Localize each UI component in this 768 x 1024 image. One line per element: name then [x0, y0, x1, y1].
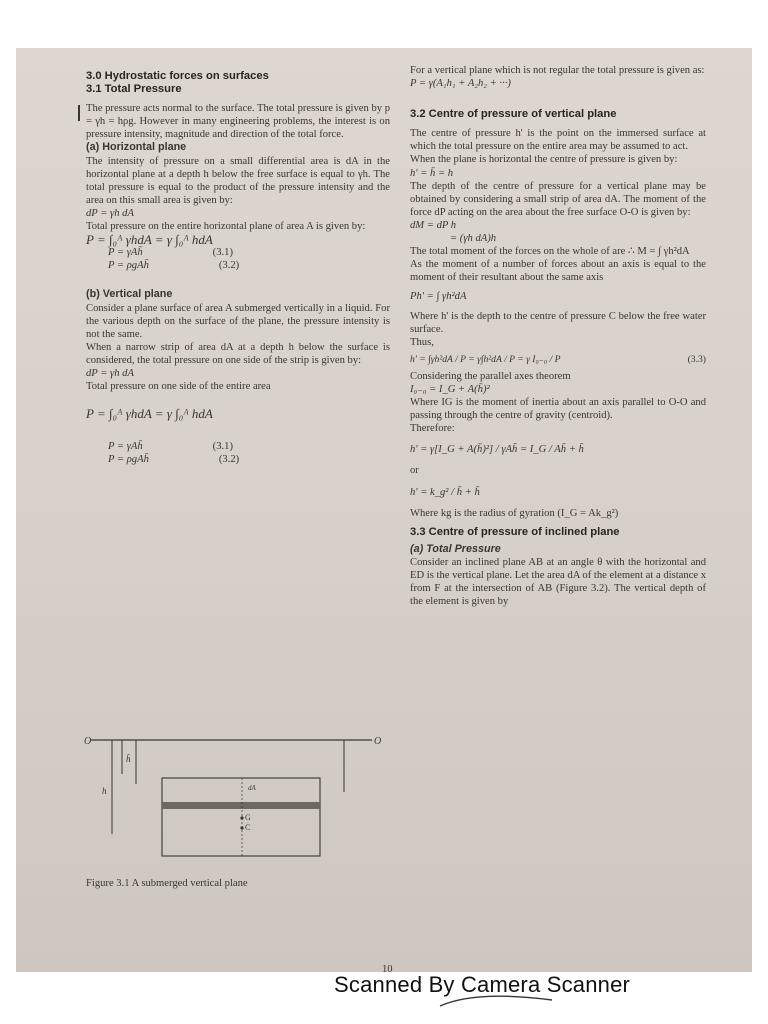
equation-3-1: P = γAh̄ (3.1) — [108, 247, 233, 259]
equation-3-2: P = ρgAh̄ (3.2) — [108, 260, 240, 272]
right-column — [410, 64, 706, 608]
equation-integral-vertical: P = ∫₀ᴬ γhdA = γ ∫₀ᴬ hdA — [86, 406, 213, 422]
label-o-left: O — [84, 736, 92, 747]
equation-integral: P = ∫₀ᴬ γhdA = γ ∫₀ᴬ hdA — [86, 232, 213, 248]
point-G — [240, 816, 243, 819]
equation-Ph: Ph' = ∫ γh²dA — [410, 291, 467, 303]
heading-vertical-plane: (b) Vertical plane — [86, 288, 173, 301]
equation-3-1b: P = γAh̄ (3.1) — [108, 441, 233, 453]
point-C — [240, 826, 243, 829]
paragraph-total-horizontal: Total pressure on the entire horizontal plane of area A is given by: — [86, 221, 366, 233]
text-or: or — [410, 465, 419, 477]
paragraph-moment-axis: As the moment of a number of forces about an axis is equal to the moment of their resultant about the same axis — [410, 259, 706, 284]
heading-horizontal-plane: (a) Horizontal plane — [86, 141, 187, 154]
left-column — [86, 70, 390, 466]
paragraph-vertical-2: When a narrow strip of area dA at a depth h below the surface is considered, the total pressure on one side of the strip is given by: — [86, 341, 390, 366]
page-number: 10 — [382, 964, 393, 975]
paragraph-depth-centre: The depth of the centre of pressure for a vertical plane may be obtained by considering a small strip of area dA. The moment of the force dP acting on the area about the free surface O-O is given by: — [410, 180, 706, 218]
equation-3-3: h' = ∫γh²dA / P = γ∫h²dA / P = γ I₀₋₀ / P (3.3) — [410, 353, 706, 365]
label-C: C — [245, 823, 251, 832]
section-title: 3.0 Hydrostatic forces on surfaces — [86, 70, 269, 82]
paragraph-irregular-plane: For a vertical plane which is not regular the total pressure is given as: — [410, 65, 705, 76]
label-hbar: h̄ — [126, 754, 131, 764]
equation-dP-vertical: dP = γh dA — [86, 367, 134, 379]
paragraph-vertical-1: Consider a plane surface of area A submerged vertically in a liquid. For the various depth on the surface of the plane, the pressure intensity is not the same. — [86, 302, 390, 340]
equation-sum: P = γ(A₁h₁ + A₂h₂ + ···) — [410, 78, 511, 90]
paragraph-vertical-3: Total pressure on one side of the entire area — [86, 381, 271, 393]
equation-3-2b: P = ρgAh̄ (3.2) — [108, 454, 240, 466]
equation-h-prime-full: h' = γ[I_G + A(h̄)²] / γAh̄ = I_G / Ah̄ + h̄ — [410, 444, 584, 456]
strip-dA — [162, 802, 320, 809]
equation-h-prime: h' = h̄ = h — [410, 167, 454, 179]
text-thus: Thus, — [410, 336, 434, 348]
paragraph-total-moment: The total moment of the forces on the whole of are ∴ M = ∫ γh²dA — [410, 246, 690, 258]
text-therefore: Therefore: — [410, 423, 455, 435]
scanner-watermark: Scanned By Camera Scanner — [334, 972, 631, 997]
scanned-page — [16, 48, 752, 975]
subsection-title-total-pressure: 3.1 Total Pressure — [86, 83, 182, 96]
label-dA: dA — [248, 784, 256, 792]
equation-parallel: I₀₋₀ = I_G + A(h̄)² — [410, 383, 490, 395]
equation-kg: h' = k_g² / h̄ + h̄ — [410, 486, 480, 498]
margin-mark — [78, 105, 80, 121]
paragraph-intro: The pressure acts normal to the surface. The total pressure is given by p = γh = hρg. However in many engineering problems, the interest is on pressure intensity, magnitude and direction of the total force. — [86, 103, 390, 141]
heading-total-pressure-inclined: (a) Total Pressure — [410, 542, 501, 555]
heading-centre-pressure-vertical: 3.2 Centre of pressure of vertical plane — [410, 108, 617, 121]
figure-submerged-vertical-plane — [82, 734, 382, 876]
heading-inclined-plane: 3.3 Centre of pressure of inclined plane — [410, 525, 620, 538]
paragraph-radius-gyration: Where kg is the radius of gyration (I_G = Ak_g²) — [410, 507, 619, 519]
paragraph-horizontal-centre: When the plane is horizontal the centre of pressure is given by: — [410, 154, 678, 166]
label-G: G — [245, 813, 251, 822]
paragraph-where-h: Where h' is the depth to the centre of pressure C below the free water surface. — [410, 310, 706, 335]
equation-dM-2: = (γh dA)h — [450, 233, 497, 245]
paragraph-inclined: Consider an inclined plane AB at an angle θ with the horizontal and ED is the vertical plane. Let the area dA of the element at a distance x from F at the intersection of AB (Figure 3.2). The vertical depth of the element is given by — [410, 556, 706, 608]
figure-caption: Figure 3.1 A submerged vertical plane — [86, 878, 248, 889]
label-o-right: O — [374, 736, 382, 747]
paragraph-horizontal: The intensity of pressure on a small differential area is dA in the horizontal plane at a depth h below the free surface is equal to γh. The total pressure is equal to the product of the pressure intensity and the area on this small area is given by: — [86, 155, 390, 206]
equation-dM-1: dM = dP h — [410, 219, 457, 231]
paragraph-parallel-axes: Considering the parallel axes theorem — [410, 370, 571, 382]
paragraph-IG: Where IG is the moment of inertia about an axis parallel to O-O and passing through the centre of gravity (centroid). — [410, 397, 706, 422]
label-h: h — [102, 786, 107, 796]
paragraph-centre-definition: The centre of pressure h' is the point on the immersed surface at which the total pressure on the entire area may be assumed to act. — [410, 128, 706, 153]
equation-dP: dP = γh dA — [86, 207, 134, 219]
